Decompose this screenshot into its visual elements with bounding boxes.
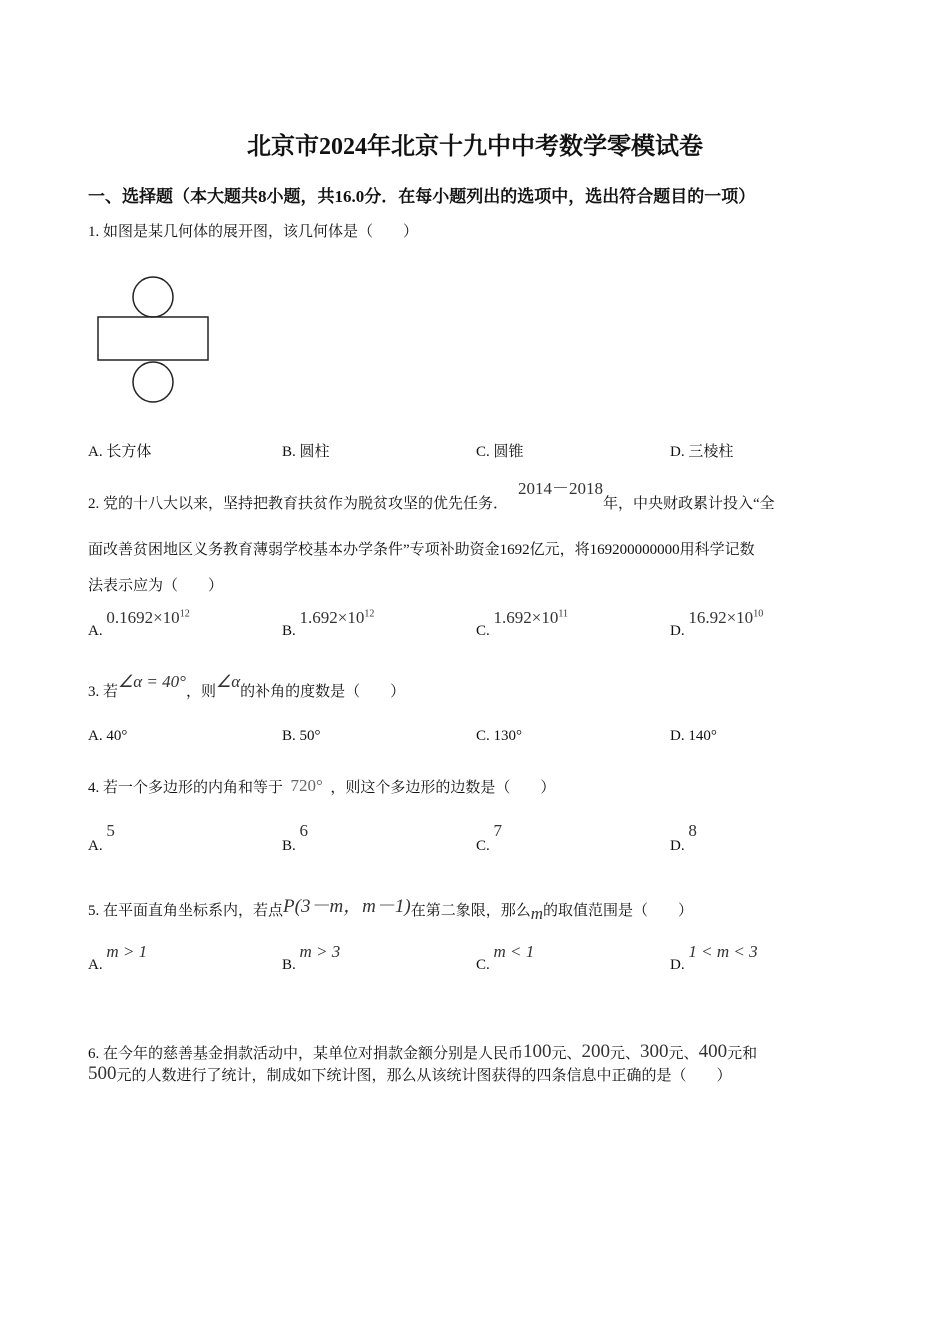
q5-stem: 5. 在平面直角坐标系内，若点P(3－m，m－1)在第二象限，那么m的取值范围是（ ） [88, 896, 694, 923]
top-circle [133, 277, 173, 317]
q3-stem: 3. 若∠α = 40°，则∠α的补角的度数是（ ） [88, 672, 406, 700]
rectangle [98, 317, 208, 360]
q3-option-b[interactable]: B. 50° [282, 728, 321, 744]
q2-years: 2014－2018 [518, 479, 604, 498]
q3-option-d[interactable]: D. 140° [670, 728, 717, 744]
section-heading: 一、选择题（本大题共8小题，共16.0分．在每小题列出的选项中，选出符合题目的一项） [88, 187, 756, 206]
bottom-circle [133, 362, 173, 402]
q2-line1 [88, 479, 775, 513]
q2-option-a[interactable]: A. $0.1692\times 10^{12}$ [88, 608, 190, 639]
q2-line2: 面改善贫困地区义务教育薄弱学校基本办学条件”专项补助资金1692亿元，将169200000000用科学记数 [88, 542, 755, 558]
q4-option-a[interactable]: A. 5 [88, 821, 115, 854]
q5-option-d[interactable]: D. 1 < m < 3 [670, 942, 758, 973]
q5-option-b[interactable]: B. m > 3 [282, 942, 341, 973]
q4-option-b[interactable]: B. 6 [282, 821, 309, 854]
q6-line2: 500元的人数进行了统计，制成如下统计图，那么从该统计图获得的四条信息中正确的是（ ） [88, 1063, 732, 1084]
q1-option-b[interactable]: B. 圆柱 [282, 444, 330, 460]
q2-text: 2. 党的十八大以来，坚持把教育扶贫作为脱贫攻坚的优先任务． [88, 496, 509, 512]
net-diagram [95, 272, 215, 407]
q4-option-c[interactable]: C. 7 [476, 821, 503, 854]
q5-option-a[interactable]: A. m > 1 [88, 942, 148, 973]
q4-stem: 4. 若一个多边形的内角和等于 720° ，则这个多边形的边数是（ ） [88, 776, 556, 796]
q4-option-d[interactable]: D. 8 [670, 821, 697, 854]
q1-option-c[interactable]: C. 圆锥 [476, 444, 524, 460]
q2-option-b[interactable]: B. $1.692\times 10^{12}$ [282, 608, 375, 639]
q2-text-cont: 年，中央财政累计投入“全 [603, 496, 775, 512]
page-title: 北京市2024年北京十九中中考数学零模试卷 [247, 134, 703, 160]
q2-option-c[interactable]: C. $1.692\times 10^{11}$ [476, 608, 568, 639]
q1-option-d[interactable]: D. 三棱柱 [670, 444, 734, 460]
q1-stem: 1. 如图是某几何体的展开图，该几何体是（ ） [88, 224, 419, 240]
q5-option-c[interactable]: C. m < 1 [476, 942, 535, 973]
q1-option-a[interactable]: A. 长方体 [88, 444, 152, 460]
q3-option-c[interactable]: C. 130° [476, 728, 523, 744]
q3-option-a[interactable]: A. 40° [88, 728, 128, 744]
q2-line3: 法表示应为（ ） [88, 578, 224, 594]
q6-line1: 6. 在今年的慈善基金捐款活动中，某单位对捐款金额分别是人民币100元、200元、300元、400元和 [88, 1041, 758, 1062]
q2-option-d[interactable]: D. $16.92\times 10^{10}$ [670, 608, 764, 639]
